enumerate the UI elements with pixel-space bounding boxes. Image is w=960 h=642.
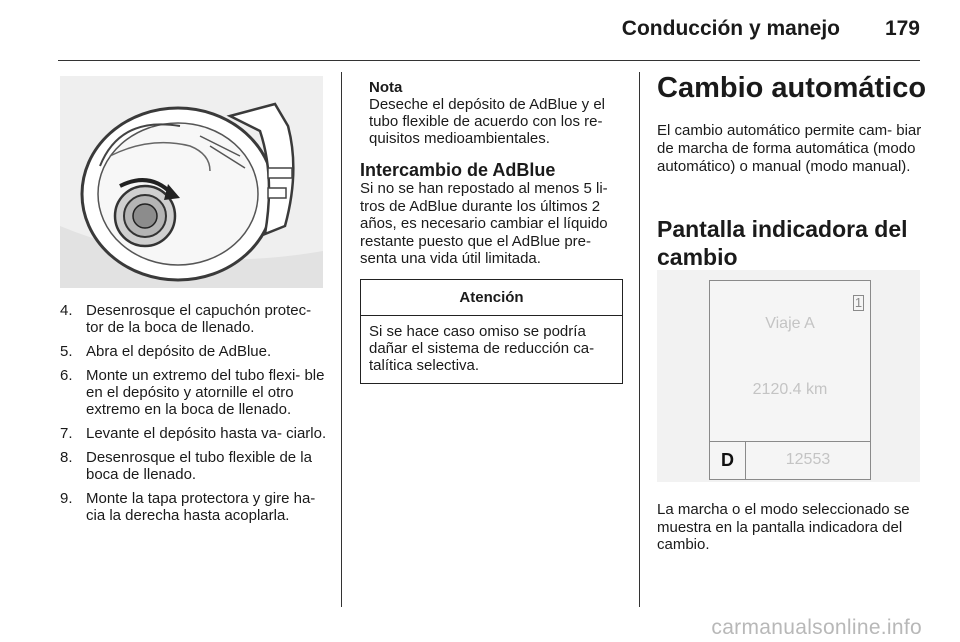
adblue-filler-illustration bbox=[60, 76, 323, 288]
list-item: 9. Monte la tapa protectora y gire ha- cia la derecha hasta acoplarla. bbox=[60, 490, 316, 524]
trip-label: Viaje A bbox=[765, 315, 815, 332]
list-item: 8. Desenrosque el tubo flexible de la boca de llenado. bbox=[60, 449, 312, 483]
procedure-steps bbox=[60, 302, 328, 531]
exchange-paragraph: Si no se han repostado al menos 5 li- tros de AdBlue durante los últimos 2 años, es necesario cambiar el líquido restante puesto que el AdBlue pre- senta una vida útil limitada. bbox=[360, 180, 608, 267]
filler-cap-drawing bbox=[60, 76, 323, 288]
column-divider-right bbox=[639, 72, 640, 607]
list-item: 4. Desenrosque el capuchón protec- tor de la boca de llenado. bbox=[60, 302, 312, 336]
odometer-reading: 12553 bbox=[785, 451, 831, 468]
intro-paragraph: El cambio automático permite cam- biar de marcha de forma automática (modo automático) o manual (modo manual). bbox=[657, 122, 922, 175]
list-item: 5. Abra el depósito de AdBlue. bbox=[60, 343, 272, 360]
display-caption: La marcha o el modo seleccionado se muestra en la pantalla indicadora del cambio. bbox=[657, 501, 910, 553]
exchange-heading: Intercambio de AdBlue bbox=[360, 160, 556, 180]
warning-text: Si se hace caso omiso se podría dañar el sistema de reducción ca- talítica selectiva. bbox=[369, 323, 595, 374]
gear-display-illustration bbox=[657, 270, 920, 482]
gear-indicator: D bbox=[710, 442, 746, 479]
list-item: 7. Levante el depósito hasta va- ciarlo. bbox=[60, 425, 327, 442]
running-header-title: Conducción y manejo bbox=[621, 17, 840, 40]
warning-box bbox=[360, 279, 623, 384]
warning-title: Atención bbox=[361, 280, 622, 316]
column-divider-left bbox=[341, 72, 342, 607]
watermark: carmanualsonline.info bbox=[711, 616, 922, 639]
note-title: Nota bbox=[369, 79, 403, 96]
header-rule bbox=[58, 60, 920, 61]
list-item: 6. Monte un extremo del tubo flexi- ble en el depósito y atornille el otro extremo en la boca de llenado. bbox=[60, 367, 325, 418]
display-bottom-row bbox=[710, 441, 870, 479]
section-heading: Cambio automático bbox=[657, 72, 927, 104]
gear-display-screen bbox=[709, 280, 871, 480]
note-text: Deseche el depósito de AdBlue y el tubo flexible de acuerdo con los re- quisitos medioambientales. bbox=[369, 96, 605, 147]
sub-heading: Pantalla indicadora del cambio bbox=[657, 216, 908, 270]
page-number: 179 bbox=[884, 17, 920, 40]
trip-badge: 1 bbox=[854, 295, 863, 310]
trip-distance: 2120.4 km bbox=[752, 381, 828, 398]
